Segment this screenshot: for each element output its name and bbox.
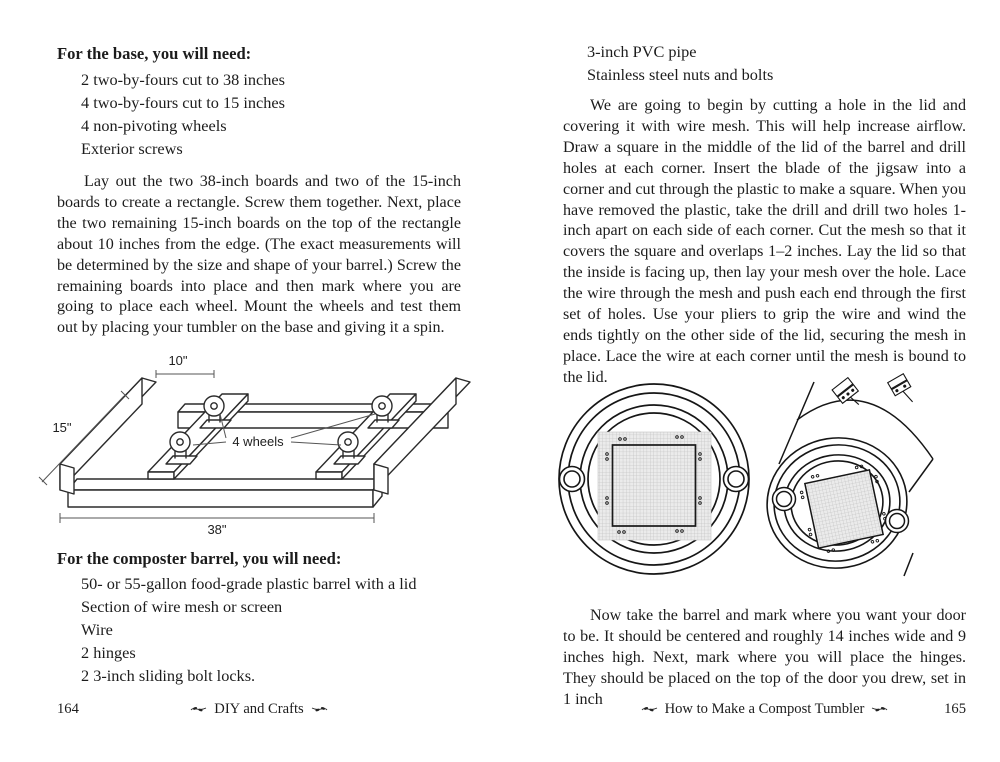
list-item: Stainless steel nuts and bolts — [587, 65, 774, 84]
materials-list-base — [57, 68, 461, 160]
fleuron-icon — [641, 705, 658, 714]
running-header — [57, 701, 461, 718]
list-item: 2 two-by-fours cut to 38 inches — [81, 70, 285, 89]
page-footer-right — [563, 701, 966, 721]
list-item: 4 two-by-fours cut to 15 inches — [81, 93, 285, 112]
page-number: 165 — [944, 701, 966, 717]
running-title: DIY and Crafts — [214, 701, 304, 717]
mesh-instructions-paragraph: We are going to begin by cutting a hole in the lid and covering it with wire mesh. This will help increase airflow. Draw a square in the middle of the lid of the barrel and drill holes at each corner. Insert the blade of the jigsaw into a corner and cut through the plastic to make a square. When you have removed the plastic, take the drill and drill two holes 1-inch apart on each side of each corner. Cut the mesh so that it covers the square and overlaps 1–2 inches. Lay the lid so that the inside is facing up, then lay your mesh over the hole. Lace the wire through the mesh and push each end through the first set of holes. Use your pliers to grip the wire and wind the ends tightly on the other side of the lid, securing the mesh in place. Lace the wire at each corner until the mesh is bound to the lid. — [563, 97, 966, 386]
hinge-icon — [832, 374, 918, 412]
wheels-callout-label: 4 wheels — [232, 434, 284, 449]
materials-list-barrel — [57, 572, 461, 687]
dimension-label-38: 38" — [207, 522, 227, 537]
page-number: 164 — [57, 701, 79, 717]
list-item: Exterior screws — [81, 139, 183, 158]
fleuron-icon — [190, 705, 207, 714]
fleuron-icon — [871, 705, 888, 714]
running-title: How to Make a Compost Tumbler — [664, 701, 865, 717]
list-item: 50- or 55-gallon food-grade plastic barrel with a lid — [81, 574, 417, 593]
materials-heading-base: For the base, you will need: — [57, 44, 252, 63]
list-item: 2 hinges — [81, 643, 136, 662]
dimension-label-10: 10" — [168, 353, 188, 368]
barrel-figures — [548, 370, 1000, 598]
list-item: 4 non-pivoting wheels — [81, 116, 227, 135]
materials-list-continued — [563, 40, 966, 86]
door-instructions-paragraph: Now take the barrel and mark where you want your door to be. It should be centered and roughly 14 inches wide and 9 inches high. Next, mark where you will place the hinges. They should be placed on the top of the door you drew, set in 1 inch — [563, 607, 966, 708]
list-item: 3-inch PVC pipe — [587, 42, 697, 61]
wire-mesh — [598, 432, 711, 540]
page-footer-left — [57, 701, 461, 721]
fleuron-icon — [311, 705, 328, 714]
running-header — [563, 701, 966, 718]
barrel-side-figure — [758, 374, 933, 578]
left-side-board — [60, 378, 156, 494]
list-item: Wire — [81, 620, 113, 639]
list-item: Section of wire mesh or screen — [81, 597, 283, 616]
dimension-label-15: 15" — [52, 420, 72, 435]
materials-heading-barrel: For the composter barrel, you will need: — [57, 549, 342, 568]
list-item: 2 3-inch sliding bolt locks. — [81, 666, 256, 685]
lid-mesh-figure — [559, 384, 749, 574]
front-rail — [68, 479, 382, 507]
wire-mesh — [805, 470, 883, 548]
base-diagram — [28, 352, 500, 548]
assembly-paragraph: Lay out the two 38-inch boards and two of the 15-inch boards to create a rectangle. Screw them together. Next, place the two remaining 15-inch boards on the top of the rectangle about 10 inches from the edge. (The exact measurements will be determined by the size and shape of your barrel.) Screw the remaining boards into place and then mark where you are going to place each wheel. Mount the wheels and test them out by placing your tumbler on the base and giving it a spin. — [57, 173, 461, 337]
